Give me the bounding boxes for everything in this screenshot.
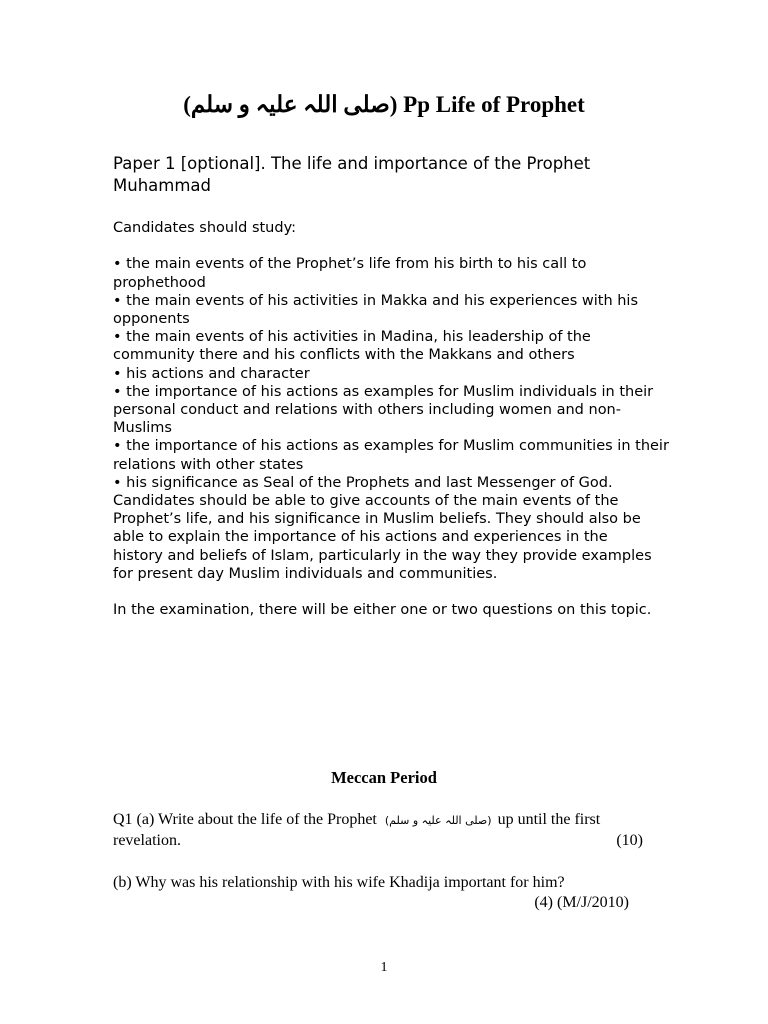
bullet-item: • the importance of his actions as examples for Muslim individuals in their personal conduct and relations with others including women and non-Muslims bbox=[113, 383, 654, 437]
page-number: 1 bbox=[380, 960, 388, 975]
question-block bbox=[113, 810, 643, 913]
paragraph: history and beliefs of Islam, particularly in the way they provide examples for present day Muslim individuals and communities. bbox=[113, 547, 652, 582]
question-1a-text-after: up until the first bbox=[497, 811, 601, 828]
paragraph: Candidates should be able to give accounts of the main events of the Prophet’s life, and his significance in Muslim beliefs. They should also be able to explain the importance of his actions and experiences in the bbox=[113, 493, 641, 546]
bullet-item: • the main events of the Prophet’s life from his birth to his call to prophethood bbox=[113, 256, 587, 291]
title-arabic-honorific: (صلی اللہ علیہ و سلم) bbox=[183, 92, 398, 117]
syllabus-body bbox=[113, 219, 673, 619]
document-title bbox=[0, 92, 768, 118]
question-1a-text-before: Q1 (a) Write about the life of the Prophet bbox=[113, 811, 377, 828]
spacer bbox=[113, 237, 673, 255]
question-1a-line2-text: revelation. bbox=[113, 832, 181, 849]
bullet-item: • his actions and character bbox=[113, 365, 310, 382]
question-1a-line-2 bbox=[113, 831, 643, 851]
question-1a-marks: (10) bbox=[616, 832, 643, 849]
bullet-item: • the main events of his activities in Madina, his leadership of the community there and his conflicts with the Makkans and others bbox=[113, 329, 591, 364]
spacer bbox=[113, 583, 673, 601]
bullet-item: • his significance as Seal of the Prophets and last Messenger of God. bbox=[113, 474, 613, 491]
exam-note: In the examination, there will be either one or two questions on this topic. bbox=[113, 602, 652, 619]
bullet-item: • the importance of his actions as examples for Muslim communities in their relations with other states bbox=[113, 438, 669, 473]
title-text: Pp Life of Prophet bbox=[403, 92, 585, 117]
question-1b-text: (b) Why was his relationship with his wife Khadija important for him? bbox=[113, 874, 565, 891]
paper-subtitle: Paper 1 [optional]. The life and importance of the Prophet Muhammad bbox=[113, 154, 591, 195]
question-1a-line-1 bbox=[113, 810, 643, 831]
question-1b-marks: (4) (M/J/2010) bbox=[534, 894, 629, 911]
section-heading: Meccan Period bbox=[331, 768, 437, 787]
question-1a-arabic: (صلی اللہ علیہ و سلم) bbox=[384, 814, 492, 827]
bullet-item: • the main events of his activities in Makka and his experiences with his opponents bbox=[113, 292, 639, 327]
intro-line: Candidates should study: bbox=[113, 220, 296, 236]
question-1a-text bbox=[113, 810, 600, 831]
